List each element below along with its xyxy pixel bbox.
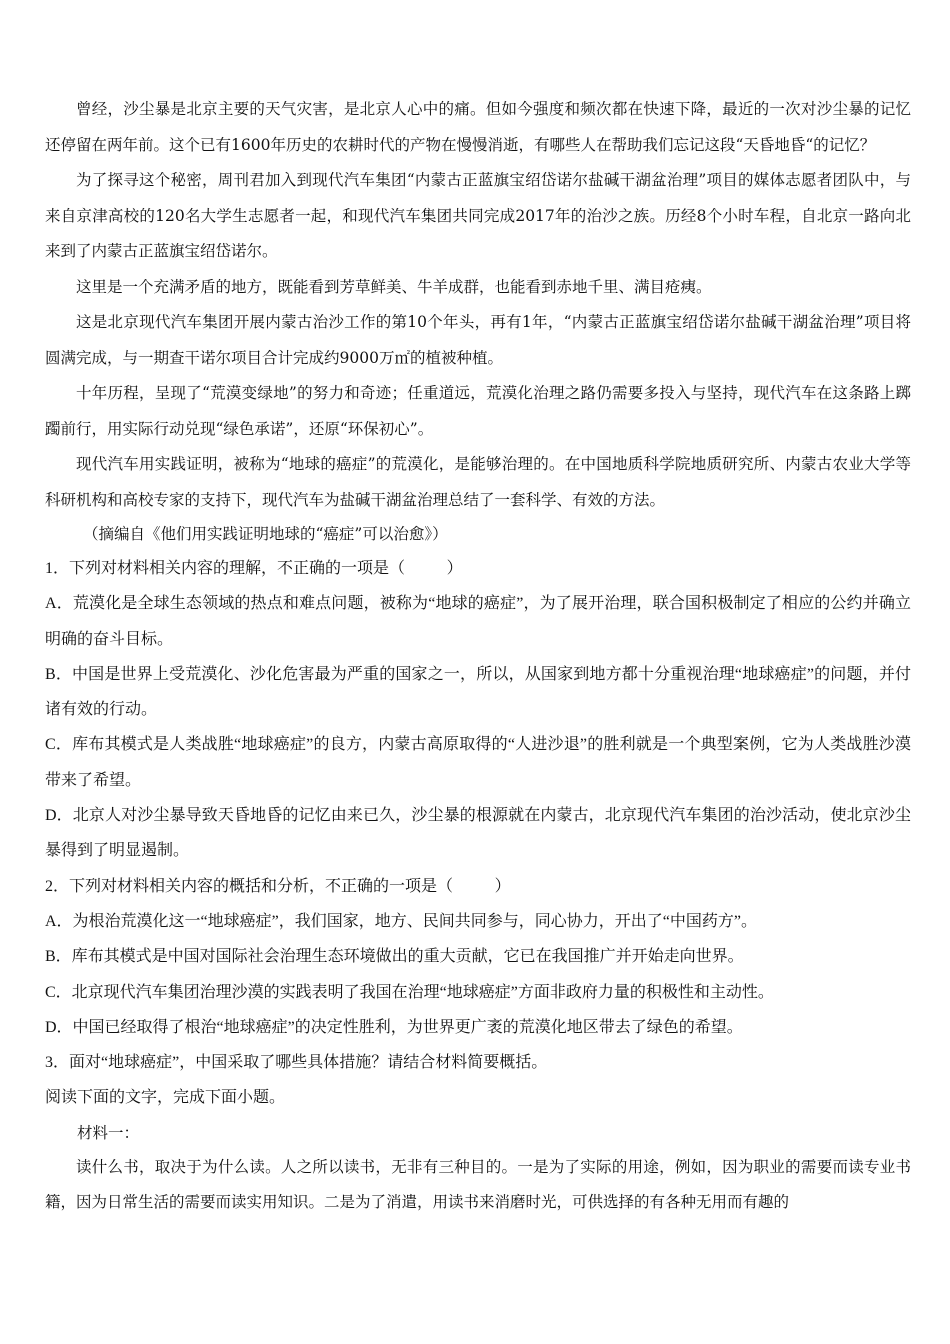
passage-source: （摘编自《他们用实践证明地球的“癌症”可以治愈》） — [83, 525, 448, 543]
passage-paragraph: 十年历程，呈现了“荒漠变绿地”的努力和奇迹；任重道远，荒漠化治理之路仍需要多投入与坚持，现代汽车在这条路上踯躅前行，用实际行动兑现“绿色承诺”，还原“环保初心”。 — [45, 384, 911, 438]
passage-1 — [45, 92, 911, 551]
question-option: B．库布其模式是中国对国际社会治理生态环境做出的重大贡献，它已在我国推广并开始走向世界。 — [45, 948, 744, 966]
exam-page — [45, 92, 911, 1221]
question-option: C．北京现代汽车集团治理沙漠的实践表明了我国在治理“地球癌症”方面非政府力量的积极性和主动性。 — [45, 983, 774, 1001]
material-1 — [45, 1116, 911, 1221]
question-option: D．中国已经取得了根治“地球癌症”的决定性胜利，为世界更广袤的荒漠化地区带去了绿色的希望。 — [45, 1018, 743, 1036]
question-stem — [45, 869, 911, 904]
question-stem-text: 2．下列对材料相关内容的概括和分析，不正确的一项是（ — [45, 877, 454, 895]
question-stem-end: ） — [494, 877, 511, 895]
material-paragraph: 读什么书，取决于为什么读。人之所以读书，无非有三种目的。一是为了实际的用途，例如，因为职业的需要而读专业书籍，因为日常生活的需要而读实用知识。二是为了消遣，用读书来消磨时光，可供选择的有各种无用而有趣的 — [45, 1157, 911, 1212]
material-label: 材料一： — [77, 1123, 140, 1142]
question-1 — [45, 551, 911, 869]
question-stem-end: ） — [446, 560, 463, 577]
reading-instruction: 阅读下面的文字，完成下面小题。 — [45, 1089, 286, 1107]
passage-paragraph: 为了探寻这个秘密，周刊君加入到现代汽车集团“内蒙古正蓝旗宝绍岱诺尔盐碱干湖盆治理”项目的媒体志愿者团队中，与来自京津高校的120名大学生志愿者一起，和现代汽车集团共同完成2017年的治沙之族。历经8个小时车程，自北京一路向北来到了内蒙古正蓝旗宝绍岱诺尔。 — [45, 171, 911, 260]
passage-paragraph: 这里是一个充满矛盾的地方，既能看到芳草鲜美、牛羊成群，也能看到赤地千里、满目疮痍。 — [76, 277, 712, 296]
passage-paragraph: 现代汽车用实践证明，被称为“地球的癌症”的荒漠化，是能够治理的。在中国地质科学院地质研究所、内蒙古农业大学等科研机构和高校专家的支持下，现代汽车为盐碱干湖盆治理总结了一套科学、有效的方法。 — [45, 455, 911, 509]
question-option: A．为根治荒漠化这一“地球癌症”，我们国家，地方、民间共同参与，同心协力，开出了“中国药方”。 — [45, 912, 757, 930]
question-3 — [45, 1045, 911, 1080]
question-option: A．荒漠化是全球生态领域的热点和难点问题，被称为“地球的癌症”，为了展开治理，联合国积极制定了相应的公约并确立明确的奋斗目标。 — [45, 595, 911, 648]
question-stem-text: 1．下列对材料相关内容的理解，不正确的一项是（ — [45, 560, 406, 577]
question-stem: 3．面对“地球癌症”，中国采取了哪些具体措施？请结合材料简要概括。 — [45, 1054, 548, 1072]
question-2 — [45, 869, 911, 1045]
question-option: D．北京人对沙尘暴导致天昏地昏的记忆由来已久，沙尘暴的根源就在内蒙古，北京现代汽车集团的治沙活动，使北京沙尘暴得到了明显遏制。 — [45, 807, 911, 860]
passage-paragraph: 曾经，沙尘暴是北京主要的天气灾害，是北京人心中的痛。但如今强度和频次都在快速下降，最近的一次对沙尘暴的记忆还停留在两年前。这个已有1600年历史的农耕时代的产物在慢慢消逝，有哪些人在帮助我们忘记这段“天昏地昏“的记忆？ — [45, 100, 911, 154]
question-option: B．中国是世界上受荒漠化、沙化危害最为严重的国家之一，所以，从国家到地方都十分重视治理“地球癌症”的问题，并付诸有效的行动。 — [45, 665, 911, 719]
question-stem — [45, 551, 911, 586]
question-option: C．库布其模式是人类战胜“地球癌症”的良方，内蒙古高原取得的“人进沙退”的胜利就是一个典型案例，它为人类战胜沙漠带来了希望。 — [45, 736, 911, 789]
passage-paragraph: 这是北京现代汽车集团开展内蒙古治沙工作的第10个年头，再有1年，“内蒙古正蓝旗宝绍岱诺尔盐碱干湖盆治理”项目将圆满完成，与一期查干诺尔项目合计完成约9000万㎡的植被种植。 — [45, 313, 911, 367]
